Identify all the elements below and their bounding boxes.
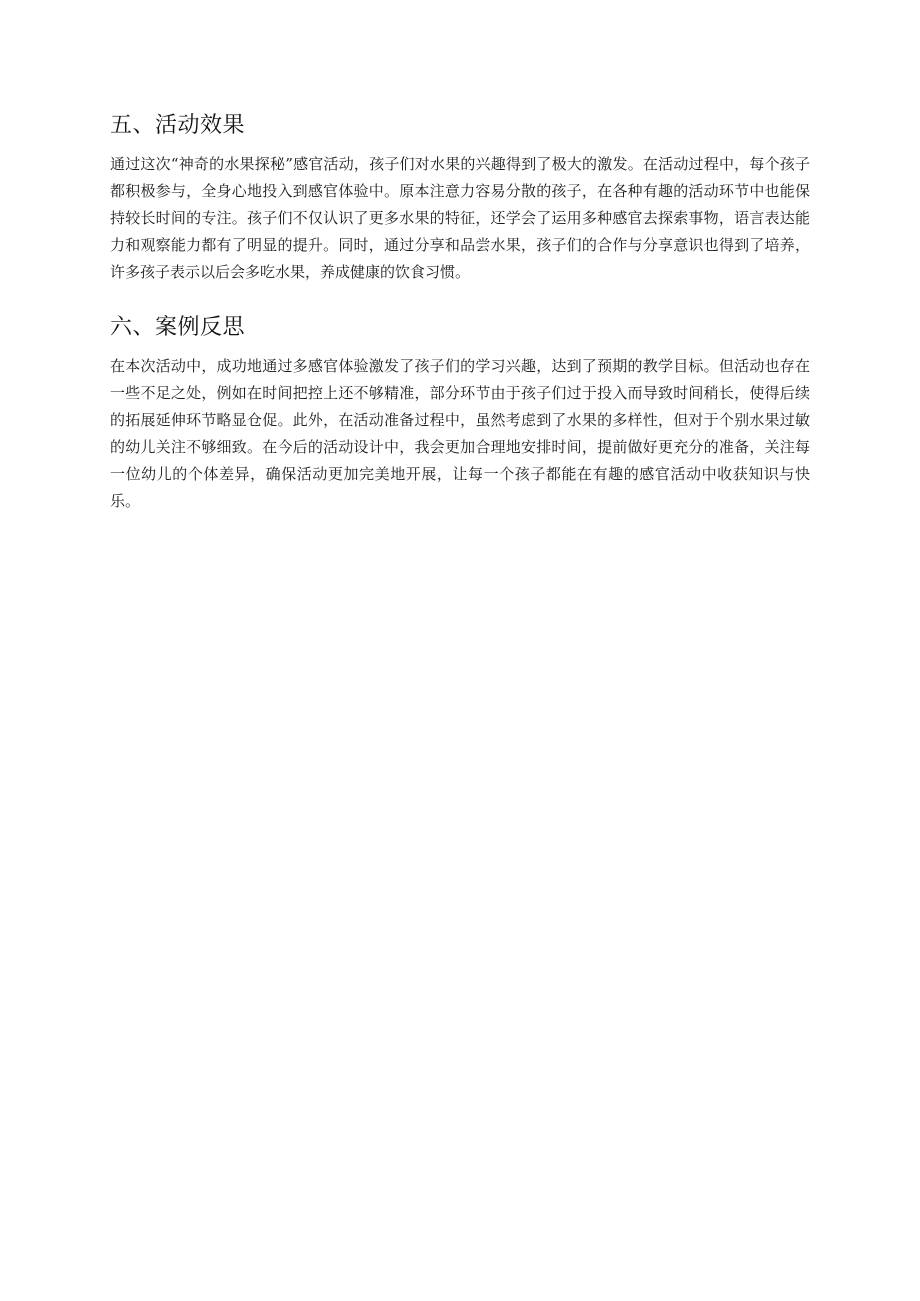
section-case-reflection	[110, 314, 810, 515]
section-activity-effect	[110, 112, 810, 286]
section-paragraph: 在本次活动中，成功地通过多感官体验激发了孩子们的学习兴趣，达到了预期的教学目标。但活动也存在一些不足之处，例如在时间把控上还不够精准，部分环节由于孩子们过于投入而导致时间稍长，使得后续的拓展延伸环节略显仓促。此外，在活动准备过程中，虽然考虑到了水果的多样性，但对于个别水果过敏的幼儿关注不够细致。在今后的活动设计中，我会更加合理地安排时间，提前做好更充分的准备，关注每一位幼儿的个体差异，确保活动更加完美地开展，让每一个孩子都能在有趣的感官活动中收获知识与快乐。	[110, 357, 810, 510]
section-paragraph: 通过这次“神奇的水果探秘”感官活动，孩子们对水果的兴趣得到了极大的激发。在活动过程中，每个孩子都积极参与，全身心地投入到感官体验中。原本注意力容易分散的孩子，在各种有趣的活动环节中也能保持较长时间的专注。孩子们不仅认识了更多水果的特征，还学会了运用多种感官去探索事物，语言表达能力和观察能力都有了明显的提升。同时，通过分享和品尝水果，孩子们的合作与分享意识也得到了培养，许多孩子表示以后会多吃水果，养成健康的饮食习惯。	[110, 155, 810, 281]
section-heading: 五、活动效果	[110, 113, 246, 138]
section-heading: 六、案例反思	[110, 315, 246, 340]
